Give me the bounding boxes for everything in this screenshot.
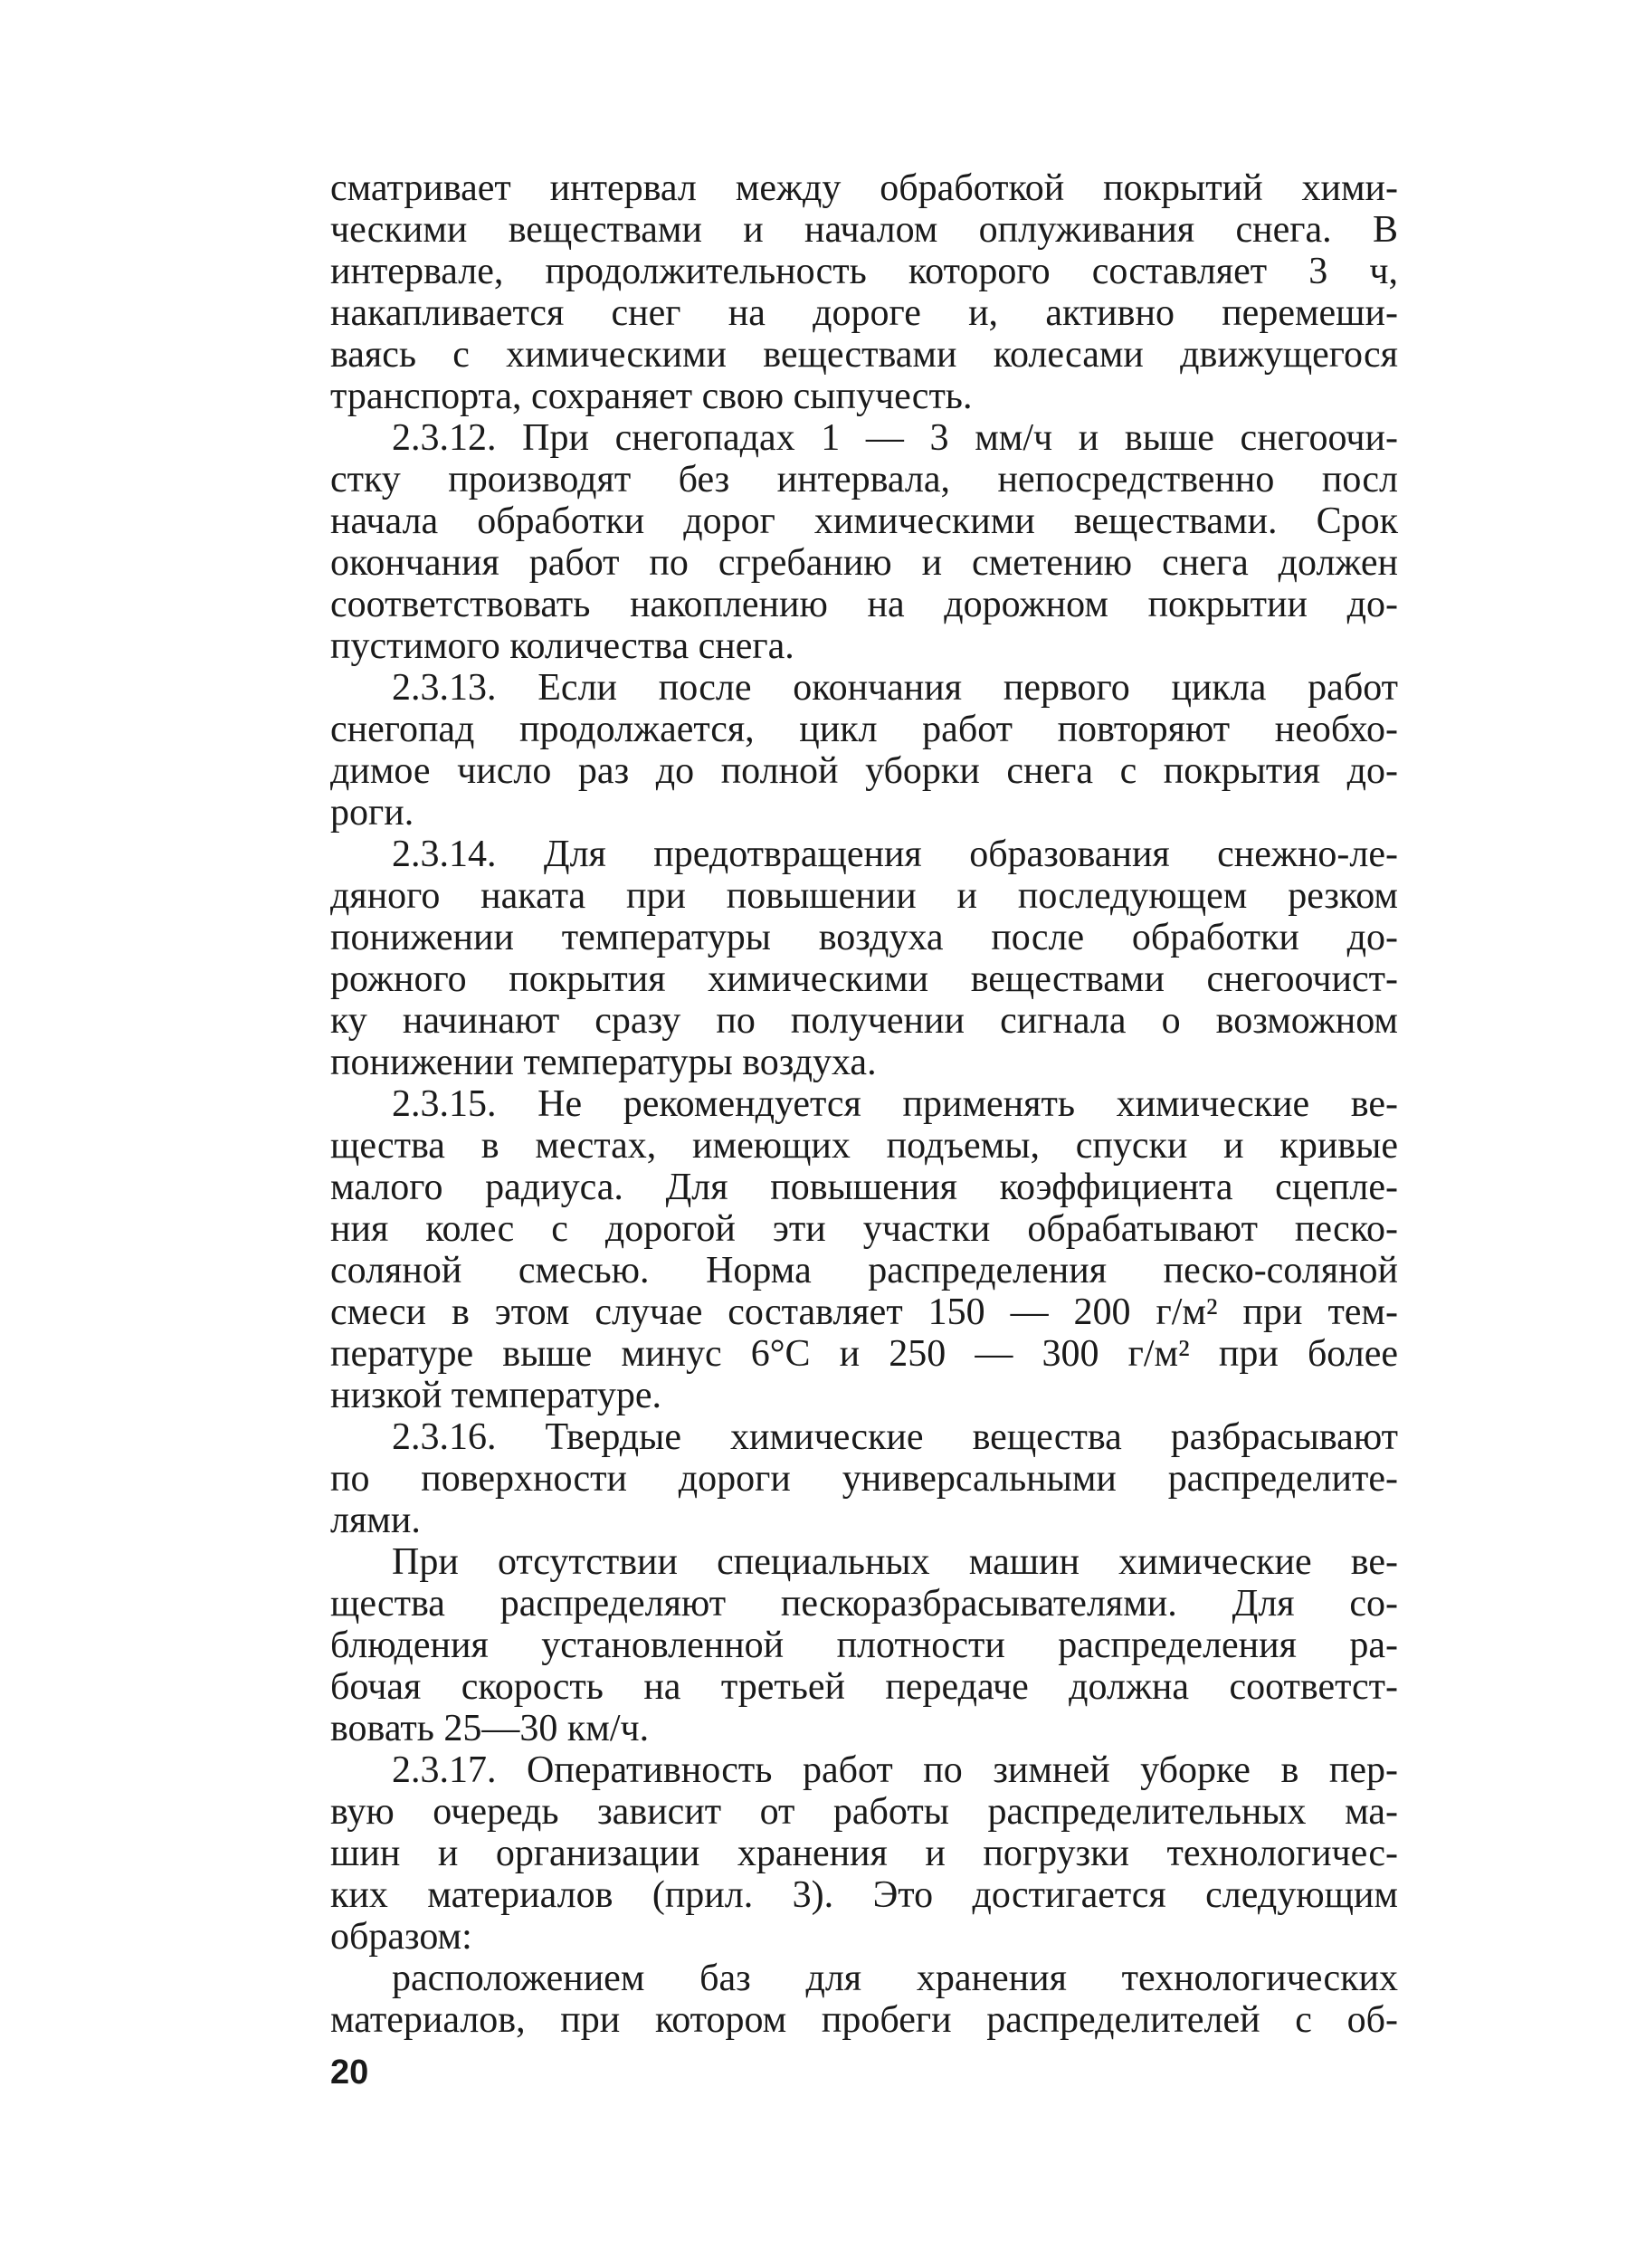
- text-line: ку начинают сразу по получении сигнала о возможном: [330, 1000, 1398, 1042]
- text-line: ния колес с дорогой эти участки обрабатывают песко-: [330, 1208, 1398, 1250]
- text-line: роги.: [330, 792, 414, 834]
- text-line: понижении температуры воздуха.: [330, 1042, 877, 1083]
- text-line: пературе выше минус 6°С и 250 — 300 г/м² при более: [330, 1333, 1398, 1375]
- text-line: щества распределяют пескоразбрасывателями. Для со-: [330, 1583, 1398, 1625]
- text-line: малого радиуса. Для повышения коэффициента сцепле-: [330, 1167, 1398, 1208]
- page-number: 20: [330, 2054, 369, 2092]
- text-line: стку производят без интервала, непосредственно посл: [330, 459, 1398, 500]
- text-line: ческими веществами и началом оплуживания снега. В: [330, 209, 1398, 251]
- text-line: вую очередь зависит от работы распределительных ма-: [330, 1791, 1398, 1833]
- text-line: накапливается снег на дороге и, активно перемеши-: [330, 292, 1398, 334]
- text-line: соответствовать накоплению на дорожном покрытии до-: [330, 584, 1398, 625]
- text-line: транспорта, сохраняет свою сыпучесть.: [330, 376, 973, 417]
- text-line: шин и организации хранения и погрузки технологичес-: [330, 1833, 1398, 1874]
- text-line: низкой температуре.: [330, 1375, 661, 1416]
- text-line: 2.3.15. Не рекомендуется применять химические ве-: [392, 1083, 1398, 1125]
- text-line: понижении температуры воздуха после обработки до-: [330, 917, 1398, 958]
- text-line: бочая скорость на третьей передаче должна соответст-: [330, 1666, 1398, 1708]
- text-line: щества в местах, имеющих подъемы, спуски и кривые: [330, 1125, 1398, 1167]
- text-line: ваясь с химическими веществами колесами движущегося: [330, 334, 1398, 376]
- text-line: лями.: [330, 1500, 421, 1541]
- text-line: ких материалов (прил. 3). Это достигается следующим: [330, 1874, 1398, 1916]
- text-line: пустимого количества снега.: [330, 625, 794, 667]
- text-line: вовать 25—30 км/ч.: [330, 1708, 650, 1749]
- text-line: При отсутствии специальных машин химические ве-: [392, 1541, 1398, 1583]
- text-line: по поверхности дороги универсальными распределите-: [330, 1458, 1398, 1500]
- text-line: материалов, при котором пробеги распределителей с об-: [330, 1999, 1398, 2041]
- text-line: образом:: [330, 1916, 472, 1958]
- text-line: начала обработки дорог химическими веществами. Срок: [330, 500, 1398, 542]
- text-line: снегопад продолжается, цикл работ повторяют необхо-: [330, 709, 1398, 750]
- text-line: блюдения установленной плотности распределения ра-: [330, 1625, 1398, 1666]
- text-line: расположением баз для хранения технологических: [392, 1958, 1398, 1999]
- text-line: 2.3.12. При снегопадах 1 — 3 мм/ч и выше снегоочи-: [392, 417, 1398, 459]
- text-line: 2.3.17. Оперативность работ по зимней уборке в пер-: [392, 1749, 1398, 1791]
- text-line: сматривает интервал между обработкой покрытий хими-: [330, 167, 1398, 209]
- text-line: смеси в этом случае составляет 150 — 200 г/м² при тем-: [330, 1291, 1398, 1333]
- text-line: 2.3.14. Для предотвращения образования снежно-ле-: [392, 834, 1398, 875]
- text-line: димое число раз до полной уборки снега с покрытия до-: [330, 750, 1398, 792]
- text-line: соляной смесью. Норма распределения песко-соляной: [330, 1250, 1398, 1291]
- text-line: рожного покрытия химическими веществами снегоочист-: [330, 958, 1398, 1000]
- text-line: 2.3.13. Если после окончания первого цикла работ: [392, 667, 1398, 709]
- text-line: окончания работ по сгребанию и сметению снега должен: [330, 542, 1398, 584]
- text-line: дяного наката при повышении и последующем резком: [330, 875, 1398, 917]
- text-line: 2.3.16. Твердые химические вещества разбрасывают: [392, 1416, 1398, 1458]
- text-line: интервале, продолжительность которого составляет 3 ч,: [330, 251, 1398, 292]
